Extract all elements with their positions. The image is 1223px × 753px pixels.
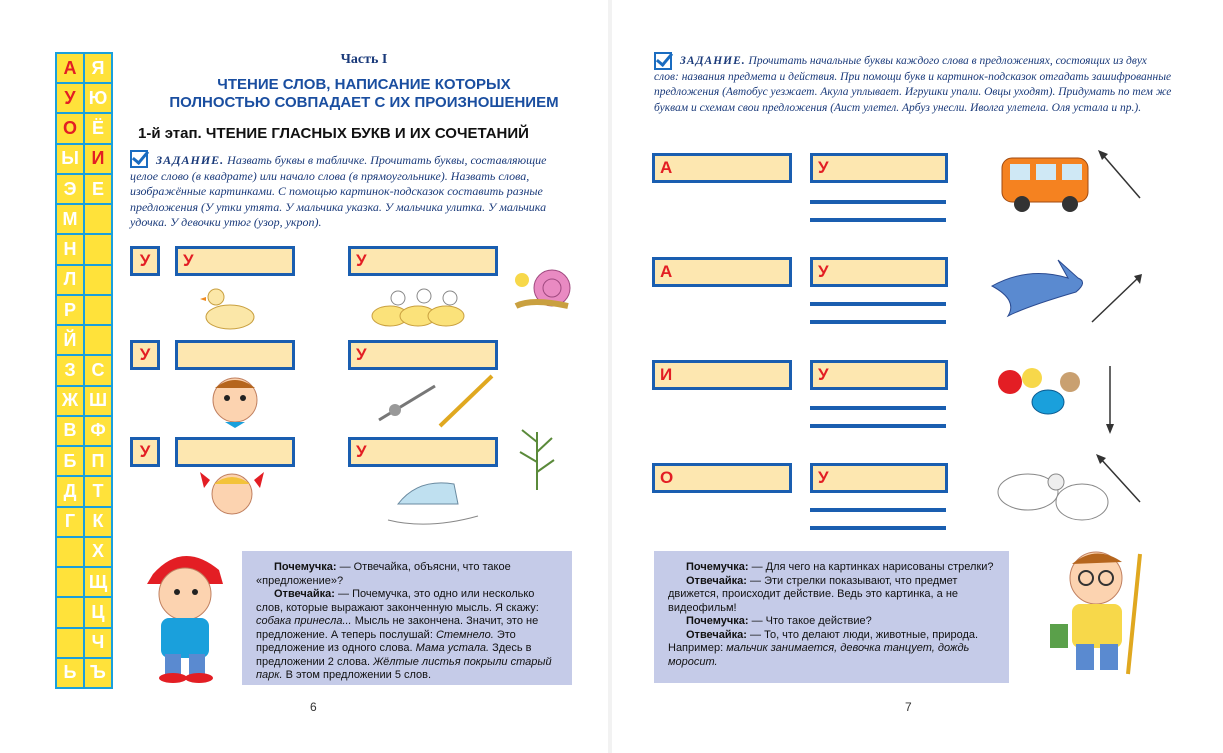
dialog-example: мальчик занимается, девочка танцует, дождь моросит. <box>668 642 970 668</box>
second-letter-box: У <box>810 360 948 390</box>
duck-picture <box>198 285 258 333</box>
alphabet-cell: Ё <box>85 114 111 142</box>
alphabet-cell <box>57 598 83 626</box>
alphabet-cell <box>85 266 111 294</box>
alphabet-cell: Ю <box>85 84 111 112</box>
rect-letter-box: У <box>348 437 498 467</box>
alphabet-cell <box>85 205 111 233</box>
first-letter-box: О <box>652 463 792 493</box>
alphabet-cell: В <box>57 417 83 445</box>
alphabet-cell: Т <box>85 477 111 505</box>
alphabet-cell: У <box>57 84 83 112</box>
alphabet-cell: Б <box>57 447 83 475</box>
dialog-text: В этом предложении 5 слов. <box>285 669 432 681</box>
dialog-text: — Для чего на картинках нарисованы стрелки? <box>751 561 994 573</box>
dialog-text: — Отвечайка, объясни, что такое «предложение»? <box>256 561 511 587</box>
dialog-text: Здесь в предложении 2 слова. <box>256 642 532 668</box>
square-letter-box: У <box>130 437 160 467</box>
dialog-speaker: Отвечайка: <box>686 628 747 641</box>
stage-title: 1-й этап. ЧТЕНИЕ ГЛАСНЫХ БУКВ И ИХ СОЧЕТАНИЙ <box>138 125 529 142</box>
pointer-stick-picture <box>436 372 496 432</box>
alphabet-cell: М <box>57 205 83 233</box>
alphabet-cell: Л <box>57 266 83 294</box>
alphabet-cell: Э <box>57 175 83 203</box>
alphabet-cell: О <box>57 114 83 142</box>
answer-lines <box>810 508 946 544</box>
alphabet-table <box>55 52 113 689</box>
alphabet-cell <box>85 326 111 354</box>
rect-letter-box: У <box>348 340 498 370</box>
dialog-box <box>242 551 572 685</box>
dialog-example: Жёлтые листья покрыли старый парк. <box>256 655 552 681</box>
dialog-speaker: Почемучка: <box>686 615 749 627</box>
square-letter-box: У <box>130 340 160 370</box>
dialog-example: Мама устала. <box>415 642 490 654</box>
task-label: ЗАДАНИЕ. <box>156 153 225 167</box>
dialog-text: — То, что делают люди, животные, природа. Например: <box>668 628 979 654</box>
alphabet-cell: Ы <box>57 145 83 173</box>
fishing-rod-picture <box>375 378 439 428</box>
task-text: Прочитать начальные буквы каждого слова в предложениях, состоящих из двух слов: названия предмета и действия. При помощи букв и картинок-подсказок отгадать зашифрованные предложения (Автобус уезжает. Акула уплывает. Игрушки упали. Овцы уходят). Придумать по тем же буквам и схемам свои предложения (Аист улетел. Арбуз унесли. Иволга улетела. Оля устала и пр.). <box>654 55 1172 114</box>
dialog-box <box>654 551 1009 683</box>
alphabet-cell <box>57 629 83 657</box>
first-letter-box: А <box>652 257 792 287</box>
dialog-speaker: Почемучка: <box>686 561 749 573</box>
rect-letter-box: У <box>348 246 498 276</box>
arrow-icon <box>1102 154 1140 198</box>
part-title <box>120 76 608 112</box>
dill-picture <box>512 422 562 492</box>
task-block <box>654 54 1174 116</box>
second-letter-box: У <box>810 463 948 493</box>
alphabet-cell <box>85 296 111 324</box>
alphabet-cell: П <box>85 447 111 475</box>
page-number: 6 <box>310 700 317 714</box>
part-title-line1: ЧТЕНИЕ СЛОВ, НАПИСАНИЕ КОТОРЫХ <box>217 76 511 93</box>
second-letter-box: У <box>810 257 948 287</box>
square-letter-box: У <box>130 246 160 276</box>
answer-lines <box>810 406 946 442</box>
boy-character-picture <box>133 544 238 684</box>
alphabet-cell: К <box>85 508 111 536</box>
dialog-speaker: Отвечайка: <box>274 588 335 600</box>
alphabet-cell: Ф <box>85 417 111 445</box>
alphabet-cell: З <box>57 356 83 384</box>
girl-face-picture <box>196 466 268 518</box>
first-letter-box: А <box>652 153 792 183</box>
alphabet-cell: Ж <box>57 387 83 415</box>
first-letter-box: И <box>652 360 792 390</box>
iron-picture <box>378 470 488 532</box>
dialog-text: Мысль не закончена. Значит, это не предложение. А теперь послушай: <box>256 615 539 641</box>
ducklings-picture <box>368 282 468 332</box>
rect-letter-box: У <box>175 246 295 276</box>
alphabet-cell: Я <box>85 54 111 82</box>
alphabet-cell: А <box>57 54 83 82</box>
alphabet-cell: Ц <box>85 598 111 626</box>
bus-picture <box>992 148 1152 218</box>
snail-picture <box>512 258 574 313</box>
page-number: 7 <box>905 700 912 714</box>
sheep-picture <box>992 452 1152 532</box>
left-page <box>0 0 608 753</box>
answer-lines <box>810 200 946 236</box>
alphabet-cell: И <box>85 145 111 173</box>
toys-picture <box>992 360 1142 440</box>
alphabet-cell: Ш <box>85 387 111 415</box>
answer-lines <box>810 302 946 338</box>
alphabet-cell <box>85 235 111 263</box>
alphabet-cell: Е <box>85 175 111 203</box>
alphabet-cell: Н <box>57 235 83 263</box>
shark-picture <box>988 256 1158 328</box>
arrow-icon <box>1092 278 1138 322</box>
rect-letter-box <box>175 340 295 370</box>
dialog-text: — Что такое действие? <box>751 615 872 627</box>
alphabet-cell: С <box>85 356 111 384</box>
task-text: Назвать буквы в табличке. Прочитать буквы, составляющие целое слово (в квадрате) или начало слова (в прямоугольнике). Назвать слова, изображённые картинками. С помощью картинок-подсказок составить разные предложения (У утки утята. У мальчика указка. У мальчика улитка. У мальчика удочка. У девочки утюг (узор, укроп). <box>130 153 547 229</box>
alphabet-cell <box>57 568 83 596</box>
dialog-speaker: Отвечайка: <box>686 574 747 587</box>
alphabet-cell: Ь <box>57 659 83 687</box>
alphabet-cell: Щ <box>85 568 111 596</box>
task-label: ЗАДАНИЕ. <box>680 55 746 67</box>
dialog-text: Это предложение из одного слова. <box>256 628 516 654</box>
dialog-speaker: Почемучка: <box>274 561 337 573</box>
part-title-line2: ПОЛНОСТЬЮ СОВПАДАЕТ С ИХ ПРОИЗНОШЕНИЕМ <box>169 94 559 111</box>
boy-with-glasses-picture <box>1044 544 1156 684</box>
rect-letter-box <box>175 437 295 467</box>
dialog-text: — Почемучка, это одно или несколько слов, которые выражают законченную мысль. Я скажу: <box>256 588 539 614</box>
boy-face-picture <box>205 374 267 430</box>
alphabet-cell <box>57 538 83 566</box>
alphabet-cell: Д <box>57 477 83 505</box>
alphabet-cell: Й <box>57 326 83 354</box>
part-label: Часть I <box>340 52 388 67</box>
alphabet-cell: Г <box>57 508 83 536</box>
right-page <box>612 0 1223 753</box>
alphabet-cell: Ъ <box>85 659 111 687</box>
task-block <box>130 153 575 231</box>
dialog-example: собака принесла... <box>256 615 352 627</box>
alphabet-cell: Р <box>57 296 83 324</box>
dialog-text: — Эти стрелки показывают, что предмет движется, происходит действие. Ведь это картинка, а не видеофильм! <box>668 574 959 614</box>
alphabet-cell: Ч <box>85 629 111 657</box>
alphabet-cell: Х <box>85 538 111 566</box>
second-letter-box: У <box>810 153 948 183</box>
dialog-example: Стемнело. <box>435 628 494 641</box>
